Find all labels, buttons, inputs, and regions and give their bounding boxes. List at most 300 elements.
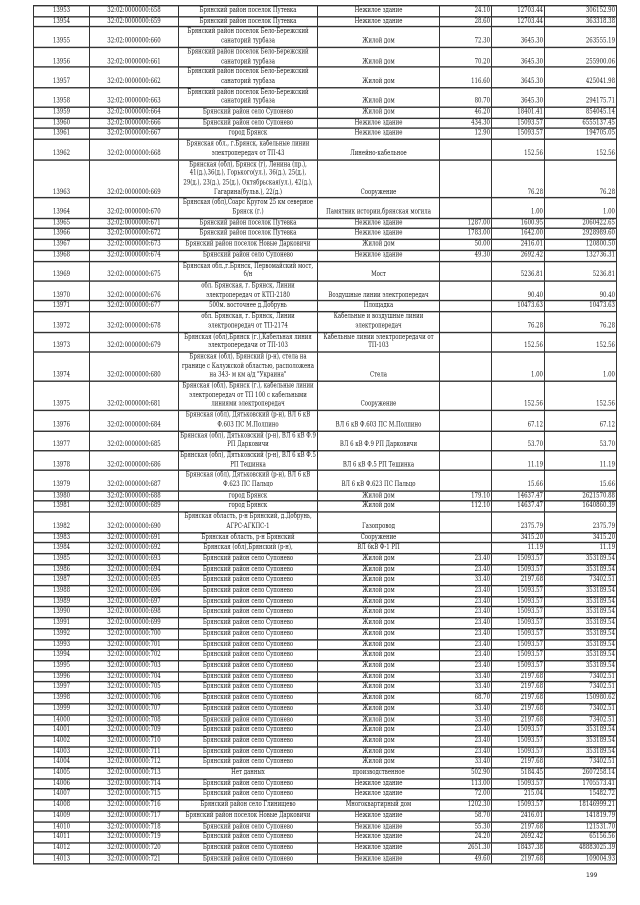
cadastral-number-cell: 32:02:0000000:703: [90, 661, 179, 672]
cadastral-value-cell: 353189.54: [545, 596, 617, 607]
row-number-cell: 13966: [34, 229, 90, 240]
object-type-cell: ВЛ 6кВ Ф-1 РП: [318, 543, 440, 554]
address-cell: Брянская (обл), Брянск (г.), кабельные линии электропередач от ТП 100 с кабельными линиями электропередач: [179, 381, 318, 410]
unit-value-cell: 2375.79: [492, 512, 545, 532]
unit-value-cell: 2197.68: [492, 671, 545, 682]
table-row: [34, 451, 617, 471]
cadastral-number-cell: 32:02:0000000:689: [90, 501, 179, 512]
cadastral-number-cell: 32:02:0000000:686: [90, 451, 179, 471]
address-cell: Брянский район поселок Бело-Бережский санаторий турбаза: [179, 67, 318, 87]
row-number-cell: 14000: [34, 714, 90, 725]
cadastral-number-cell: 32:02:0000000:690: [90, 512, 179, 532]
table-row: [34, 564, 617, 575]
object-type-cell: Жилой дом: [318, 661, 440, 672]
address-cell: Брянский район село Супонево: [179, 704, 318, 715]
row-number-cell: 13991: [34, 618, 90, 629]
unit-value-cell: 11.19: [492, 451, 545, 471]
unit-value-cell: 2692.42: [492, 832, 545, 843]
row-number-cell: 13962: [34, 139, 90, 159]
object-type-cell: Газопровод: [318, 512, 440, 532]
unit-value-cell: 18401.41: [492, 107, 545, 118]
object-type-cell: Нежилое здание: [318, 250, 440, 261]
table-row: [34, 501, 617, 512]
register-sheet: [33, 5, 616, 865]
area-cell: 33.40: [440, 671, 492, 682]
cadastral-number-cell: 32:02:0000000:719: [90, 832, 179, 843]
area-cell: 80.70: [440, 87, 492, 107]
address-cell: Брянский район поселок Новые Дарковичи: [179, 811, 318, 822]
table-row: [34, 118, 617, 129]
area-cell: [440, 381, 492, 410]
address-cell: обл. Брянская, г. Брянск, Линии электропередач от ТП-2174: [179, 312, 318, 332]
unit-value-cell: 15093.57: [492, 618, 545, 629]
area-cell: 23.40: [440, 607, 492, 618]
cadastral-value-cell: 90.40: [545, 281, 617, 301]
object-type-cell: Многоквартирный дом: [318, 800, 440, 811]
row-number-cell: 13955: [34, 27, 90, 47]
area-cell: 33.40: [440, 714, 492, 725]
object-type-cell: Кабельные и воздушные линии электропередач: [318, 312, 440, 332]
row-number-cell: 13985: [34, 554, 90, 565]
table-row: [34, 16, 617, 27]
address-cell: Брянский район село Супонево: [179, 832, 318, 843]
area-cell: [440, 281, 492, 301]
object-type-cell: Жилой дом: [318, 639, 440, 650]
area-cell: 46.20: [440, 107, 492, 118]
row-number-cell: 13999: [34, 704, 90, 715]
cadastral-number-cell: 32:02:0000000:694: [90, 564, 179, 575]
cadastral-number-cell: 32:02:0000000:698: [90, 607, 179, 618]
address-cell: Брянская (обл),Брянский (р-н),: [179, 543, 318, 554]
area-cell: 72.00: [440, 789, 492, 800]
cadastral-number-cell: 32:02:0000000:696: [90, 586, 179, 597]
table-row: [34, 682, 617, 693]
cadastral-number-cell: 32:02:0000000:706: [90, 693, 179, 704]
unit-value-cell: 15093.57: [492, 564, 545, 575]
cadastral-number-cell: 32:02:0000000:709: [90, 725, 179, 736]
address-cell: Брянский район село Супонево: [179, 757, 318, 768]
unit-value-cell: 1.00: [492, 352, 545, 381]
cadastral-value-cell: 73402.51: [545, 671, 617, 682]
table-row: [34, 411, 617, 431]
row-number-cell: 14009: [34, 811, 90, 822]
table-row: [34, 821, 617, 832]
object-type-cell: Нежилое здание: [318, 118, 440, 129]
cadastral-value-cell: 263555.19: [545, 27, 617, 47]
object-type-cell: Нежилое здание: [318, 6, 440, 17]
row-number-cell: 13982: [34, 512, 90, 532]
object-type-cell: Жилой дом: [318, 27, 440, 47]
cadastral-number-cell: 32:02:0000000:701: [90, 639, 179, 650]
row-number-cell: 13974: [34, 352, 90, 381]
row-number-cell: 13993: [34, 639, 90, 650]
cadastral-number-cell: 32:02:0000000:699: [90, 618, 179, 629]
object-type-cell: Воздушные линии электропередач: [318, 281, 440, 301]
area-cell: [440, 139, 492, 159]
unit-value-cell: 15093.57: [492, 629, 545, 640]
cadastral-value-cell: 67.12: [545, 411, 617, 431]
cadastral-value-cell: 1705573.41: [545, 779, 617, 790]
row-number-cell: 13996: [34, 671, 90, 682]
address-cell: Брянский район село Супонево: [179, 650, 318, 661]
unit-value-cell: 12703.44: [492, 16, 545, 27]
table-row: [34, 618, 617, 629]
cadastral-value-cell: 150980.62: [545, 693, 617, 704]
table-row: [34, 586, 617, 597]
address-cell: Брянский район село Супонево: [179, 779, 318, 790]
area-cell: [440, 352, 492, 381]
row-number-cell: 13969: [34, 261, 90, 281]
cadastral-number-cell: 32:02:0000000:707: [90, 704, 179, 715]
row-number-cell: 13957: [34, 67, 90, 87]
unit-value-cell: 2197.68: [492, 682, 545, 693]
cadastral-number-cell: 32:02:0000000:711: [90, 746, 179, 757]
address-cell: Брянский район поселок Бело-Бережский санаторий турбаза: [179, 87, 318, 107]
cadastral-value-cell: 2375.79: [545, 512, 617, 532]
address-cell: 500м. восточнее д.Добрунь: [179, 301, 318, 312]
cadastral-number-cell: 32:02:0000000:692: [90, 543, 179, 554]
row-number-cell: 13961: [34, 129, 90, 140]
table-row: [34, 607, 617, 618]
cadastral-value-cell: 5236.81: [545, 261, 617, 281]
address-cell: Брянский район село Супонево: [179, 596, 318, 607]
cadastral-number-cell: 32:02:0000000:702: [90, 650, 179, 661]
row-number-cell: 13979: [34, 471, 90, 491]
address-cell: Брянская обл.,г.Брянск, Первомайский мост, б/н: [179, 261, 318, 281]
address-cell: Брянская (обл), Брянский (р-н), стела на границе с Калужской областью, расположена на 343- м км а/д "Украина": [179, 352, 318, 381]
area-cell: 24.20: [440, 832, 492, 843]
cadastral-number-cell: 32:02:0000000:708: [90, 714, 179, 725]
row-number-cell: 14011: [34, 832, 90, 843]
table-row: [34, 332, 617, 352]
cadastral-value-cell: 73402.51: [545, 757, 617, 768]
table-row: [34, 757, 617, 768]
cadastral-number-cell: 32:02:0000000:659: [90, 16, 179, 27]
unit-value-cell: 15093.57: [492, 800, 545, 811]
cadastral-number-cell: 32:02:0000000:685: [90, 431, 179, 451]
row-number-cell: 13967: [34, 240, 90, 251]
cadastral-value-cell: 76.28: [545, 312, 617, 332]
row-number-cell: 13956: [34, 47, 90, 67]
object-type-cell: Жилой дом: [318, 240, 440, 251]
object-type-cell: Памятник истории,брянская могила: [318, 198, 440, 218]
cadastral-value-cell: 3415.20: [545, 532, 617, 543]
object-type-cell: Нежилое здание: [318, 821, 440, 832]
cadastral-number-cell: 32:02:0000000:714: [90, 779, 179, 790]
area-cell: [440, 198, 492, 218]
cadastral-number-cell: 32:02:0000000:710: [90, 736, 179, 747]
table-row: [34, 746, 617, 757]
area-cell: 23.40: [440, 725, 492, 736]
table-row: [34, 768, 617, 779]
cadastral-value-table: [33, 5, 617, 865]
object-type-cell: Жилой дом: [318, 757, 440, 768]
table-row: [34, 661, 617, 672]
cadastral-value-cell: 353189.54: [545, 746, 617, 757]
cadastral-number-cell: 32:02:0000000:721: [90, 854, 179, 865]
address-cell: Брянский район село Супонево: [179, 586, 318, 597]
row-number-cell: 14013: [34, 854, 90, 865]
table-row: [34, 789, 617, 800]
row-number-cell: 13959: [34, 107, 90, 118]
address-cell: город Брянск: [179, 129, 318, 140]
cadastral-number-cell: 32:02:0000000:670: [90, 198, 179, 218]
object-type-cell: Сооружение: [318, 381, 440, 410]
address-cell: Брянский район село Супонево: [179, 693, 318, 704]
row-number-cell: 13981: [34, 501, 90, 512]
row-number-cell: 14003: [34, 746, 90, 757]
table-row: [34, 832, 617, 843]
area-cell: 58.70: [440, 811, 492, 822]
address-cell: Брянский район поселок Бело-Бережский санаторий турбаза: [179, 47, 318, 67]
unit-value-cell: 10473.63: [492, 301, 545, 312]
area-cell: 23.40: [440, 554, 492, 565]
cadastral-number-cell: 32:02:0000000:669: [90, 159, 179, 198]
row-number-cell: 13963: [34, 159, 90, 198]
cadastral-value-cell: 73402.51: [545, 575, 617, 586]
area-cell: [440, 332, 492, 352]
row-number-cell: 13984: [34, 543, 90, 554]
table-row: [34, 629, 617, 640]
object-type-cell: Жилой дом: [318, 575, 440, 586]
cadastral-number-cell: 32:02:0000000:688: [90, 491, 179, 502]
area-cell: 33.40: [440, 682, 492, 693]
object-type-cell: ВЛ 6 кВ Ф.9 РП Дарковичи: [318, 431, 440, 451]
area-cell: 112.10: [440, 501, 492, 512]
unit-value-cell: 15093.57: [492, 639, 545, 650]
area-cell: 50.00: [440, 240, 492, 251]
address-cell: Брянский район село Супонево: [179, 821, 318, 832]
row-number-cell: 14001: [34, 725, 90, 736]
address-cell: город Брянск: [179, 491, 318, 502]
unit-value-cell: 15093.57: [492, 725, 545, 736]
area-cell: 502.90: [440, 768, 492, 779]
address-cell: Брянский район село Супонево: [179, 250, 318, 261]
cadastral-number-cell: 32:02:0000000:664: [90, 107, 179, 118]
unit-value-cell: 3645.30: [492, 67, 545, 87]
unit-value-cell: 3645.30: [492, 27, 545, 47]
table-row: [34, 543, 617, 554]
unit-value-cell: 2197.68: [492, 575, 545, 586]
cadastral-value-cell: 306152.90: [545, 6, 617, 17]
cadastral-value-cell: 73402.51: [545, 682, 617, 693]
cadastral-value-cell: 353189.54: [545, 564, 617, 575]
row-number-cell: 13978: [34, 451, 90, 471]
unit-value-cell: 2197.68: [492, 714, 545, 725]
table-row: [34, 779, 617, 790]
address-cell: Брянский район поселок Путевка: [179, 229, 318, 240]
unit-value-cell: 1.00: [492, 198, 545, 218]
table-row: [34, 159, 617, 198]
cadastral-value-cell: 294175.71: [545, 87, 617, 107]
address-cell: Брянский район поселок Путевка: [179, 218, 318, 229]
unit-value-cell: 152.56: [492, 139, 545, 159]
cadastral-value-cell: 353189.54: [545, 629, 617, 640]
unit-value-cell: 2197.68: [492, 821, 545, 832]
row-number-cell: 13970: [34, 281, 90, 301]
cadastral-number-cell: 32:02:0000000:680: [90, 352, 179, 381]
table-row: [34, 87, 617, 107]
cadastral-value-cell: 2060422.65: [545, 218, 617, 229]
cadastral-number-cell: 32:02:0000000:663: [90, 87, 179, 107]
cadastral-value-cell: 6555137.45: [545, 118, 617, 129]
cadastral-value-cell: 353189.54: [545, 661, 617, 672]
cadastral-value-cell: 48883025.39: [545, 843, 617, 854]
table-row: [34, 261, 617, 281]
unit-value-cell: 18437.38: [492, 843, 545, 854]
address-cell: Брянский район село Супонево: [179, 107, 318, 118]
object-type-cell: Жилой дом: [318, 586, 440, 597]
object-type-cell: Жилой дом: [318, 650, 440, 661]
cadastral-value-cell: 141819.79: [545, 811, 617, 822]
row-number-cell: 13965: [34, 218, 90, 229]
address-cell: Брянский район село Супонево: [179, 746, 318, 757]
cadastral-number-cell: 32:02:0000000:705: [90, 682, 179, 693]
unit-value-cell: 14637.47: [492, 491, 545, 502]
row-number-cell: 13968: [34, 250, 90, 261]
unit-value-cell: 15093.57: [492, 129, 545, 140]
cadastral-number-cell: 32:02:0000000:662: [90, 67, 179, 87]
address-cell: Нет данных: [179, 768, 318, 779]
address-cell: Брянский район село Супонево: [179, 682, 318, 693]
unit-value-cell: 3415.20: [492, 532, 545, 543]
row-number-cell: 13960: [34, 118, 90, 129]
address-cell: Брянский район село Супонево: [179, 789, 318, 800]
cadastral-value-cell: 152.56: [545, 381, 617, 410]
object-type-cell: Жилой дом: [318, 704, 440, 715]
address-cell: Брянская (обл), Дятьковский (р-н), ВЛ 6 кВ Ф.603 ПС М.Полпино: [179, 411, 318, 431]
object-type-cell: Нежилое здание: [318, 129, 440, 140]
cadastral-value-cell: 353189.54: [545, 650, 617, 661]
unit-value-cell: 14637.47: [492, 501, 545, 512]
unit-value-cell: 3645.30: [492, 87, 545, 107]
object-type-cell: Нежилое здание: [318, 16, 440, 27]
row-number-cell: 13973: [34, 332, 90, 352]
object-type-cell: ВЛ 6 кВ Ф.623 ПС Пальцо: [318, 471, 440, 491]
address-cell: Брянская область, р-н Брянский, д.Добрунь, АГРС-АГКПС-1: [179, 512, 318, 532]
unit-value-cell: 15093.57: [492, 746, 545, 757]
address-cell: Брянский район поселок Путевка: [179, 6, 318, 17]
cadastral-value-cell: 152.56: [545, 332, 617, 352]
address-cell: Брянский район село Супонево: [179, 671, 318, 682]
object-type-cell: Нежилое здание: [318, 779, 440, 790]
cadastral-number-cell: 32:02:0000000:674: [90, 250, 179, 261]
area-cell: 1287.00: [440, 218, 492, 229]
cadastral-number-cell: 32:02:0000000:660: [90, 27, 179, 47]
table-row: [34, 6, 617, 17]
area-cell: 70.20: [440, 47, 492, 67]
cadastral-value-cell: 854045.14: [545, 107, 617, 118]
area-cell: 33.40: [440, 575, 492, 586]
table-row: [34, 639, 617, 650]
row-number-cell: 14006: [34, 779, 90, 790]
unit-value-cell: 2197.68: [492, 854, 545, 865]
table-row: [34, 693, 617, 704]
cadastral-value-cell: 425041.98: [545, 67, 617, 87]
cadastral-value-cell: 194705.05: [545, 129, 617, 140]
address-cell: Брянский район село Супонево: [179, 639, 318, 650]
row-number-cell: 14012: [34, 843, 90, 854]
cadastral-number-cell: 32:02:0000000:704: [90, 671, 179, 682]
area-cell: 179.10: [440, 491, 492, 502]
object-type-cell: Жилой дом: [318, 107, 440, 118]
cadastral-value-cell: 1.00: [545, 352, 617, 381]
cadastral-number-cell: 32:02:0000000:687: [90, 471, 179, 491]
row-number-cell: 14005: [34, 768, 90, 779]
area-cell: [440, 261, 492, 281]
object-type-cell: Жилой дом: [318, 671, 440, 682]
cadastral-number-cell: 32:02:0000000:672: [90, 229, 179, 240]
row-number-cell: 13964: [34, 198, 90, 218]
table-row: [34, 596, 617, 607]
object-type-cell: Линейно-кабельное: [318, 139, 440, 159]
object-type-cell: Мост: [318, 261, 440, 281]
unit-value-cell: 15093.57: [492, 661, 545, 672]
unit-value-cell: 15093.57: [492, 736, 545, 747]
address-cell: Брянский район село Супонево: [179, 564, 318, 575]
row-number-cell: 13997: [34, 682, 90, 693]
unit-value-cell: 2197.68: [492, 757, 545, 768]
cadastral-value-cell: 10473.63: [545, 301, 617, 312]
table-row: [34, 714, 617, 725]
address-cell: Брянский район село Супонево: [179, 629, 318, 640]
row-number-cell: 13998: [34, 693, 90, 704]
cadastral-number-cell: 32:02:0000000:700: [90, 629, 179, 640]
area-cell: 2651.30: [440, 843, 492, 854]
cadastral-number-cell: 32:02:0000000:691: [90, 532, 179, 543]
area-cell: 23.40: [440, 650, 492, 661]
table-row: [34, 491, 617, 502]
unit-value-cell: 15.66: [492, 471, 545, 491]
row-number-cell: 13958: [34, 87, 90, 107]
row-number-cell: 13989: [34, 596, 90, 607]
address-cell: Брянская (обл), Дятьковский (р-н), ВЛ 6 кВ Ф.623 ПС Пальцо: [179, 471, 318, 491]
area-cell: 24.10: [440, 6, 492, 17]
cadastral-number-cell: 32:02:0000000:716: [90, 800, 179, 811]
cadastral-value-cell: 353189.54: [545, 618, 617, 629]
address-cell: Брянский район село Супонево: [179, 725, 318, 736]
cadastral-number-cell: 32:02:0000000:677: [90, 301, 179, 312]
table-row: [34, 650, 617, 661]
unit-value-cell: 215.04: [492, 789, 545, 800]
row-number-cell: 13990: [34, 607, 90, 618]
area-cell: [440, 411, 492, 431]
cadastral-value-cell: 353189.54: [545, 586, 617, 597]
table-row: [34, 301, 617, 312]
cadastral-value-cell: 76.28: [545, 159, 617, 198]
area-cell: 1202.30: [440, 800, 492, 811]
address-cell: Брянская (обл),Брянск (г.),Кабельная линия электропередачи от ТП-103: [179, 332, 318, 352]
object-type-cell: Жилой дом: [318, 629, 440, 640]
object-type-cell: Нежилое здание: [318, 843, 440, 854]
object-type-cell: Жилой дом: [318, 618, 440, 629]
object-type-cell: Жилой дом: [318, 67, 440, 87]
area-cell: 434.30: [440, 118, 492, 129]
table-row: [34, 27, 617, 47]
unit-value-cell: 152.56: [492, 381, 545, 410]
address-cell: город Брянск: [179, 501, 318, 512]
row-number-cell: 13992: [34, 629, 90, 640]
object-type-cell: Жилой дом: [318, 746, 440, 757]
unit-value-cell: 11.19: [492, 543, 545, 554]
cadastral-value-cell: 73402.51: [545, 704, 617, 715]
cadastral-number-cell: 32:02:0000000:695: [90, 575, 179, 586]
table-row: [34, 471, 617, 491]
object-type-cell: Нежилое здание: [318, 789, 440, 800]
area-cell: [440, 312, 492, 332]
object-type-cell: Стела: [318, 352, 440, 381]
area-cell: 1783.00: [440, 229, 492, 240]
